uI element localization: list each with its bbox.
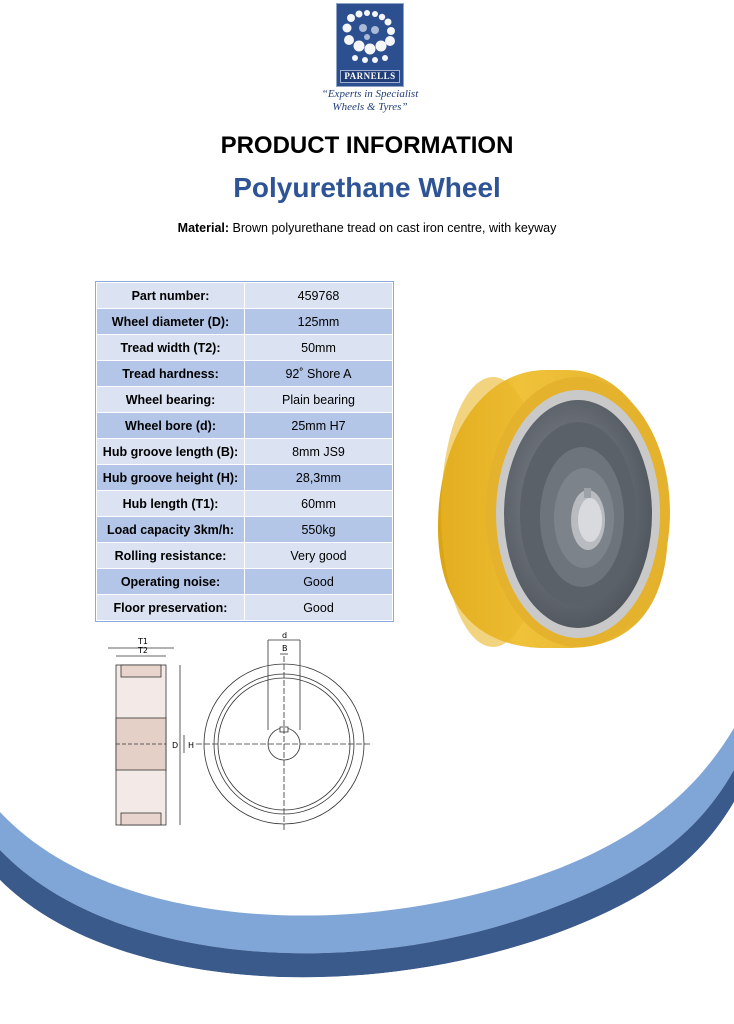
spec-value: 125mm	[245, 309, 393, 335]
spec-label: Part number:	[97, 283, 245, 309]
spec-label: Operating noise:	[97, 569, 245, 595]
spec-row	[97, 361, 393, 387]
wheel-photo	[428, 362, 678, 652]
spec-value: Good	[245, 569, 393, 595]
spec-label: Wheel diameter (D):	[97, 309, 245, 335]
spec-value: 8mm JS9	[245, 439, 393, 465]
spec-row	[97, 387, 393, 413]
spec-value: 92˚ Shore A	[245, 361, 393, 387]
company-logo	[336, 3, 404, 87]
spec-label: Rolling resistance:	[97, 543, 245, 569]
dim-d-small: d	[282, 631, 288, 640]
spec-table	[96, 282, 393, 621]
logo-emblem	[337, 4, 403, 70]
logo-tagline: “Experts in Specialist Wheels & Tyres”	[321, 88, 419, 113]
dim-t2: T2	[138, 646, 148, 655]
material-value: Brown polyurethane tread on cast iron centre, with keyway	[232, 221, 557, 235]
spec-row	[97, 465, 393, 491]
spec-label: Tread width (T2):	[97, 335, 245, 361]
spec-row	[97, 543, 393, 569]
spec-value: Very good	[245, 543, 393, 569]
spec-row	[97, 517, 393, 543]
spec-row	[97, 335, 393, 361]
spec-row	[97, 413, 393, 439]
material-label: Material:	[177, 221, 230, 235]
spec-value: 25mm H7	[245, 413, 393, 439]
spec-label: Floor preservation:	[97, 595, 245, 621]
spec-label: Hub groove height (H):	[97, 465, 245, 491]
dim-h: H	[188, 741, 195, 750]
spec-row	[97, 439, 393, 465]
spec-row	[97, 491, 393, 517]
spec-label: Wheel bore (d):	[97, 413, 245, 439]
spec-value: 550kg	[245, 517, 393, 543]
logo-name: PARNELLS	[340, 70, 400, 83]
spec-value: 28,3mm	[245, 465, 393, 491]
footer-wave	[0, 700, 734, 1024]
page-title: PRODUCT INFORMATION	[220, 132, 514, 159]
spec-value: 60mm	[245, 491, 393, 517]
spec-row	[97, 309, 393, 335]
spec-label: Hub length (T1):	[97, 491, 245, 517]
dim-d-large: D	[172, 741, 179, 750]
product-name: Polyurethane Wheel	[233, 172, 501, 203]
spec-row	[97, 595, 393, 621]
spec-label: Hub groove length (B):	[97, 439, 245, 465]
spec-row	[97, 283, 393, 309]
spec-label: Load capacity 3km/h:	[97, 517, 245, 543]
dim-b: B	[282, 644, 288, 653]
spec-row	[97, 569, 393, 595]
spec-value: 50mm	[245, 335, 393, 361]
spec-label: Tread hardness:	[97, 361, 245, 387]
spec-value: Good	[245, 595, 393, 621]
spec-label: Wheel bearing:	[97, 387, 245, 413]
spec-value: 459768	[245, 283, 393, 309]
dim-t1: T1	[138, 637, 148, 646]
spec-value: Plain bearing	[245, 387, 393, 413]
material-line	[0, 221, 734, 235]
